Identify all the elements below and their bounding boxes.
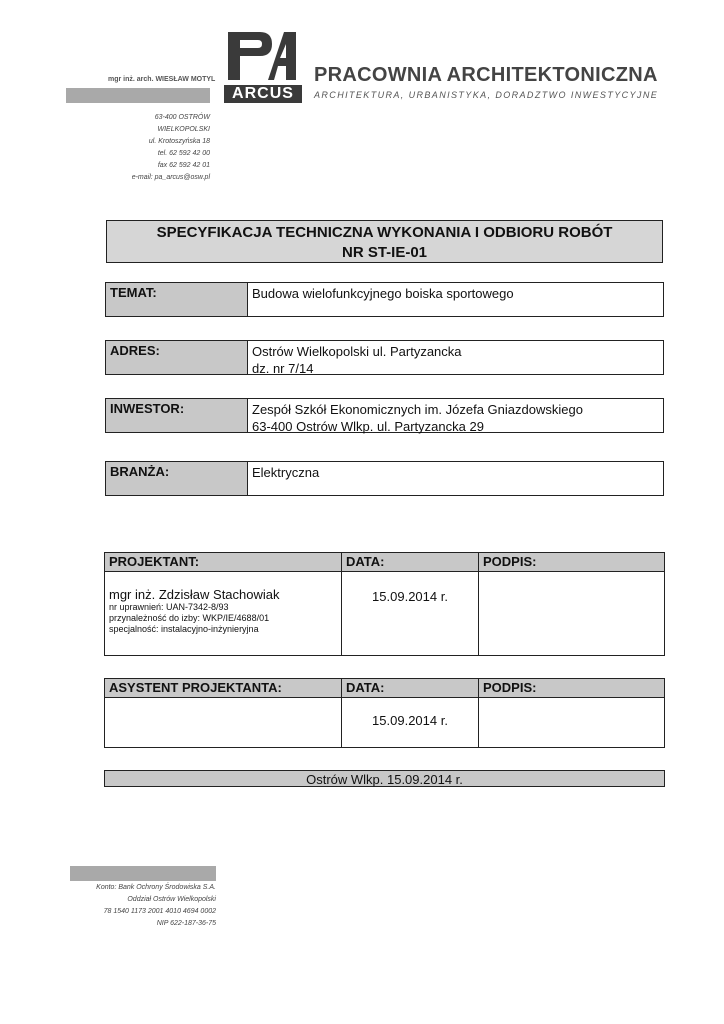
contact-block	[108, 112, 210, 184]
asystent-table	[104, 678, 665, 748]
inwestor-label: INWESTOR:	[106, 399, 248, 432]
bank-line: 78 1540 1173 2001 4010 4694 0002	[103, 908, 216, 915]
signature-header: PODPIS:	[479, 679, 665, 698]
adres-line: Ostrów Wielkopolski ul. Partyzancka	[252, 344, 462, 359]
bank-details	[70, 882, 216, 930]
adres-line: dz. nr 7/14	[252, 361, 314, 376]
contact-line: fax 62 592 42 01	[157, 162, 210, 169]
signature-header: PODPIS:	[479, 553, 665, 572]
adres-row	[105, 340, 664, 375]
bank-line: Konto: Bank Ochrony Środowiska S.A.	[96, 884, 216, 891]
date-header: DATA:	[342, 553, 479, 572]
projektant-header: PROJEKTANT:	[105, 553, 342, 572]
projektant-detail: przynależność do izby: WKP/IE/4688/01	[109, 613, 270, 623]
asystent-signature-cell	[479, 698, 665, 748]
firm-subtitle: ARCHITEKTURA, URBANISTYKA, DORADZTWO INWESTYCYJNE	[314, 90, 659, 100]
architect-name: mgr inż. arch. WIESŁAW MOTYL	[108, 76, 216, 83]
projektant-name: mgr inż. Zdzisław Stachowiak	[109, 587, 280, 602]
projektant-signature-cell	[479, 572, 665, 656]
date-header: DATA:	[342, 679, 479, 698]
letterhead-bar	[66, 88, 210, 103]
temat-label: TEMAT:	[106, 283, 248, 316]
bank-line: NIP 622-187-36-75	[156, 920, 216, 927]
inwestor-line: 63-400 Ostrów Wlkp. ul. Partyzancka 29	[252, 419, 484, 434]
adres-label: ADRES:	[106, 341, 248, 374]
arcus-logo-word: ARCUS	[224, 85, 302, 103]
projektant-date-cell	[342, 572, 479, 656]
projektant-cell	[105, 572, 342, 656]
asystent-date-cell	[342, 698, 479, 748]
contact-line: tel. 62 592 42 00	[157, 150, 210, 157]
temat-row	[105, 282, 664, 317]
branza-row	[105, 461, 664, 496]
bank-bar	[70, 866, 216, 881]
asystent-cell	[105, 698, 342, 748]
document-title	[106, 220, 663, 263]
projektant-date: 15.09.2014 r.	[372, 589, 448, 604]
projektant-detail: nr uprawnień: UAN-7342-8/93	[109, 602, 229, 612]
inwestor-row	[105, 398, 664, 433]
temat-value: Budowa wielofunkcyjnego boiska sportowego	[252, 286, 514, 301]
branza-value: Elektryczna	[252, 465, 320, 480]
inwestor-line: Zespół Szkół Ekonomicznych im. Józefa Gniazdowskiego	[252, 402, 583, 417]
contact-line: 63-400 OSTRÓW WIELKOPOLSKI	[154, 114, 210, 133]
contact-line: ul. Krotoszyńska 18	[148, 138, 210, 145]
branza-label: BRANŻA:	[106, 462, 248, 495]
adres-value	[248, 341, 663, 374]
title-line: SPECYFIKACJA TECHNICZNA WYKONANIA I ODBIORU ROBÓT	[156, 224, 613, 241]
firm-title: PRACOWNIA ARCHITEKTONICZNA	[314, 64, 658, 86]
projektant-detail: specjalność: instalacyjno-inżynieryjna	[109, 624, 259, 634]
arcus-logo-mark	[224, 30, 302, 82]
place-date-footer: Ostrów Wlkp. 15.09.2014 r.	[104, 770, 665, 787]
contact-line: e-mail: pa_arcus@osw.pl	[131, 174, 210, 181]
inwestor-value	[248, 399, 663, 432]
bank-line: Oddział Ostrów Wielkopolski	[127, 896, 216, 903]
title-number: NR ST-IE-01	[341, 244, 428, 261]
projektant-table	[104, 552, 665, 656]
asystent-header: ASYSTENT PROJEKTANTA:	[105, 679, 342, 698]
asystent-date: 15.09.2014 r.	[372, 713, 448, 728]
